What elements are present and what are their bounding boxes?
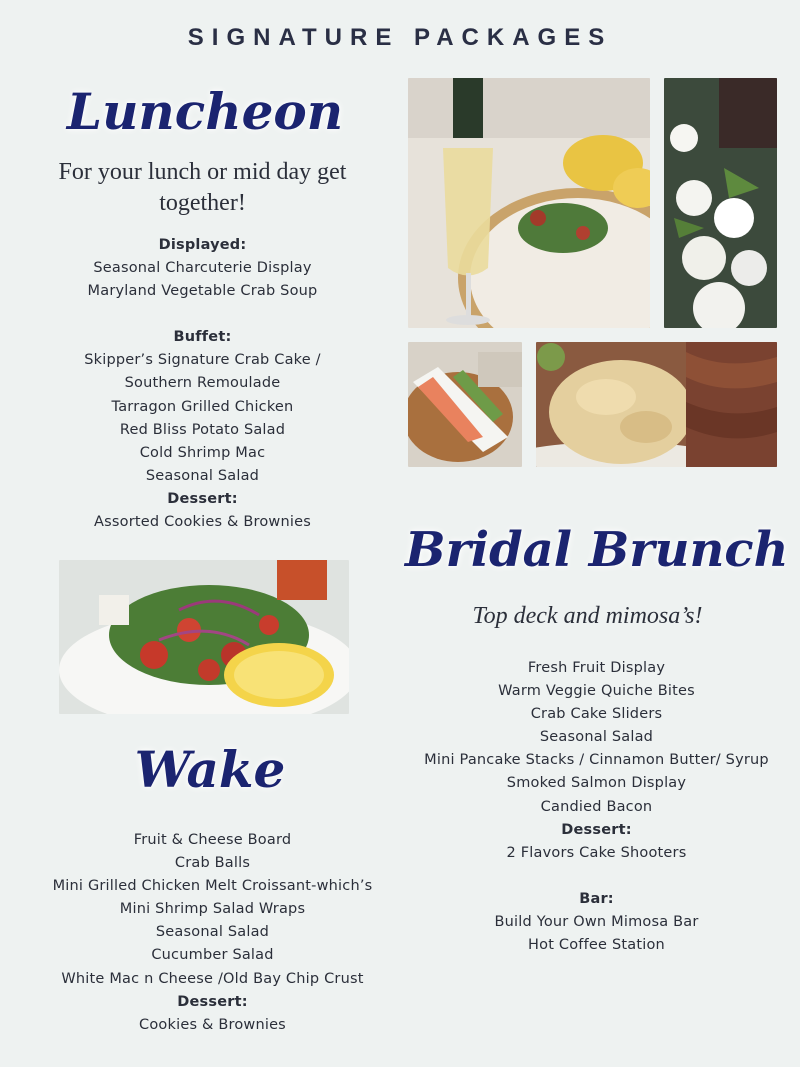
displayed-label: Displayed: (158, 237, 247, 253)
dessert-label: Dessert: (177, 993, 248, 1010)
bridal-brunch-subtitle: Top deck and mimosa’s! (472, 603, 703, 629)
wake-menu (30, 829, 395, 1037)
list-item: Mini Shrimp Salad Wraps (119, 901, 306, 918)
salad-photo (59, 560, 349, 714)
page-header: SIGNATURE PACKAGES (187, 24, 613, 51)
list-item: Seasonal Salad (539, 729, 654, 746)
list-item: Mini Pancake Stacks / Cinnamon Butter/ Syrup (424, 752, 769, 769)
list-item: Hot Coffee Station (528, 937, 665, 954)
list-item: Assorted Cookies & Brownies (94, 514, 311, 531)
list-item: Southern Remoulade (124, 375, 281, 392)
champagne-photo (408, 78, 650, 328)
list-item: Seasonal Salad (145, 467, 260, 484)
dessert-label: Dessert: (167, 490, 238, 507)
list-item: Warm Veggie Quiche Bites (498, 683, 695, 700)
luncheon-title: Luncheon (66, 82, 344, 141)
list-item: Build Your Own Mimosa Bar (494, 913, 699, 930)
list-item: Fresh Fruit Display (527, 660, 666, 676)
list-item: Smoked Salmon Display (506, 775, 687, 792)
list-item: Crab Balls (174, 855, 251, 872)
list-item: Seasonal Charcuterie Display (93, 260, 312, 277)
buffet-label: Buffet: (173, 329, 232, 346)
wake-title: Wake (134, 740, 286, 799)
list-item: Cold Shrimp Mac (139, 444, 266, 461)
list-item: 2 Flavors Cake Shooters (506, 844, 687, 861)
list-item: Red Bliss Potato Salad (119, 421, 286, 438)
smoked-salmon-photo (408, 342, 522, 467)
bar-label: Bar: (579, 890, 614, 907)
list-item: Candied Bacon (540, 798, 653, 815)
list-item: Skipper’s Signature Crab Cake / (84, 352, 321, 369)
list-item: Crab Cake Sliders (530, 706, 663, 723)
luncheon-menu (40, 234, 365, 534)
list-item: White Mac n Cheese /Old Bay Chip Crust (61, 970, 364, 987)
crab-cake-photo (536, 342, 777, 467)
list-item: Mini Grilled Chicken Melt Croissant-which’s (52, 878, 373, 895)
luncheon-subtitle: For your lunch or mid day get together! (58, 159, 347, 216)
list-item: Maryland Vegetable Crab Soup (87, 283, 318, 300)
list-item: Fruit & Cheese Board (133, 832, 292, 848)
list-item: Cookies & Brownies (139, 1016, 286, 1033)
dessert-label: Dessert: (561, 821, 632, 838)
list-item: Seasonal Salad (155, 924, 270, 941)
bridal-brunch-title: Bridal Brunch (405, 522, 789, 578)
list-item: Tarragon Grilled Chicken (111, 398, 294, 415)
bridal-brunch-menu (400, 657, 793, 957)
list-item: Cucumber Salad (151, 947, 274, 964)
white-flowers-photo (664, 78, 777, 328)
